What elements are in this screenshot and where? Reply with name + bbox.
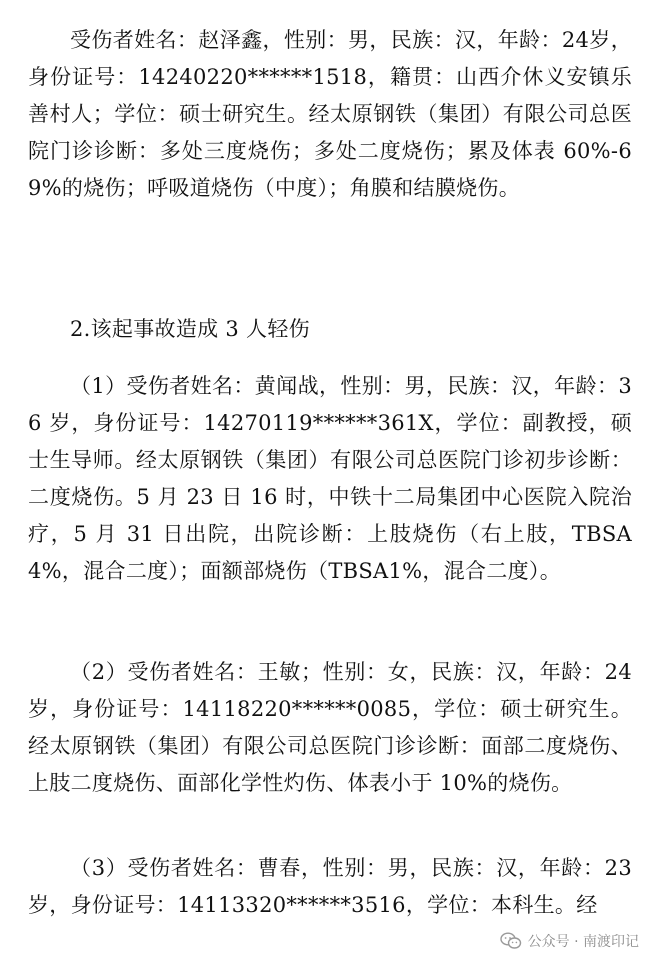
- watermark-text: 公众号 · 南渡印记: [527, 934, 639, 950]
- paragraph-victim-zhao: 受伤者姓名：赵泽鑫，性别：男，民族：汉，年龄：24岁，身份证号：14240220******1518，籍贯：山西介休义安镇乐善村人；学位：硕士研究生。经太原钢铁（集团）有限公司总医院门诊诊断：多处三度烧伤；多处二度烧伤；累及体表 60%-69%的烧伤；呼吸道烧伤（中度）；角膜和结膜烧伤。: [28, 28, 632, 200]
- paragraph-victim-cao: （3）受伤者姓名：曹春，性别：男，民族：汉，年龄：23 岁，身份证号：14113320******3516，学位：本科生。经: [28, 856, 632, 917]
- section-heading-minor-injuries: 2.该起事故造成 3 人轻伤: [70, 317, 310, 341]
- watermark: [500, 929, 639, 953]
- wechat-icon: [500, 932, 522, 950]
- paragraph-victim-huang: （1）受伤者姓名：黄闻战，性别：男，民族：汉，年龄：36 岁，身份证号：14270119******361X，学位：副教授，硕士生导师。经太原钢铁（集团）有限公司总医院门诊初步诊断：二度烧伤。5 月 23 日 16 时，中铁十二局集团中心医院入院治疗，5 月 31 日出院，出院诊断：上肢烧伤（右上肢，TBSA4%，混合二度）；面额部烧伤（TBSA1%，混合二度）。: [28, 374, 632, 583]
- paragraph-victim-wang: （2）受伤者姓名：王敏；性别：女，民族：汉，年龄：24 岁，身份证号：14118220******0085，学位：硕士研究生。经太原钢铁（集团）有限公司总医院门诊诊断：面部二度烧伤、上肢二度烧伤、面部化学性灼伤、体表小于 10%的烧伤。: [28, 660, 632, 795]
